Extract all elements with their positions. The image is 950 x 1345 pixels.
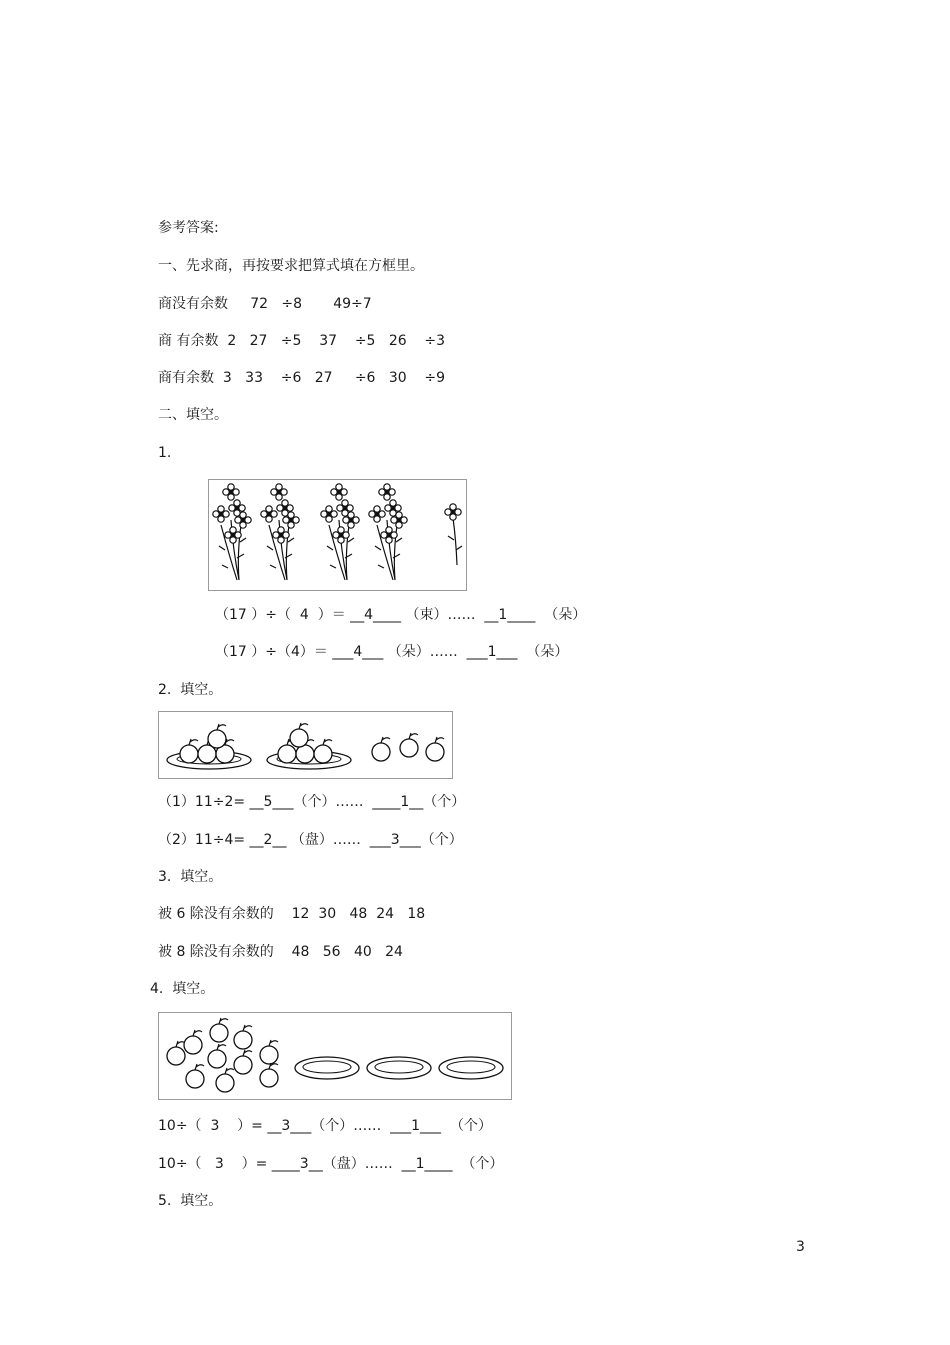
q1-answer-line-2: （17 ）÷（4）＝ ___4___ （朵）…… ___1___ （朵） bbox=[215, 644, 569, 660]
q3-answer-line-1: 被 6 除没有余数的 12 30 48 24 18 bbox=[158, 906, 426, 922]
q3-answer-line-2: 被 8 除没有余数的 48 56 40 24 bbox=[158, 944, 403, 960]
section1-row-2: 商 有余数 2 27 ÷5 37 ÷5 26 ÷3 bbox=[158, 333, 446, 349]
section2-heading: 二、填空。 bbox=[158, 407, 228, 423]
q1-label: 1. bbox=[158, 445, 172, 461]
q2-label: 2. 填空。 bbox=[158, 682, 223, 698]
q2-answer-line-2: （2）11÷4= __2__ （盘）…… ___3___（个） bbox=[158, 832, 463, 848]
apples-on-plates-picture-icon bbox=[158, 711, 453, 779]
section1-heading: 一、先求商，再按要求把算式填在方框里。 bbox=[158, 258, 424, 274]
q1-answer-line-1: （17 ）÷（ 4 ）＝ __4____ （束）…… __1____ （朵） bbox=[215, 607, 587, 623]
q2-answer-line-1: （1）11÷2= __5___（个）…… ____1__（个） bbox=[158, 794, 466, 810]
section1-row-3: 商有余数 3 33 ÷6 27 ÷6 30 ÷9 bbox=[158, 370, 446, 386]
answer-title: 参考答案: bbox=[158, 220, 219, 236]
q4-answer-line-2: 10÷（ 3 ）= ____3__（盘）…… __1____ （个） bbox=[158, 1156, 504, 1172]
section1-row-1: 商没有余数 72 ÷8 49÷7 bbox=[158, 296, 372, 312]
q3-label: 3. 填空。 bbox=[158, 869, 223, 885]
apples-and-empty-plates-picture-icon bbox=[158, 1012, 512, 1100]
q5-label: 5. 填空。 bbox=[158, 1193, 223, 1209]
page-number: 3 bbox=[796, 1239, 805, 1255]
flowers-picture-icon bbox=[208, 479, 467, 591]
q4-answer-line-1: 10÷（ 3 ）= __3___（个）…… ___1___ （个） bbox=[158, 1118, 492, 1134]
q4-label: 4. 填空。 bbox=[150, 981, 215, 997]
